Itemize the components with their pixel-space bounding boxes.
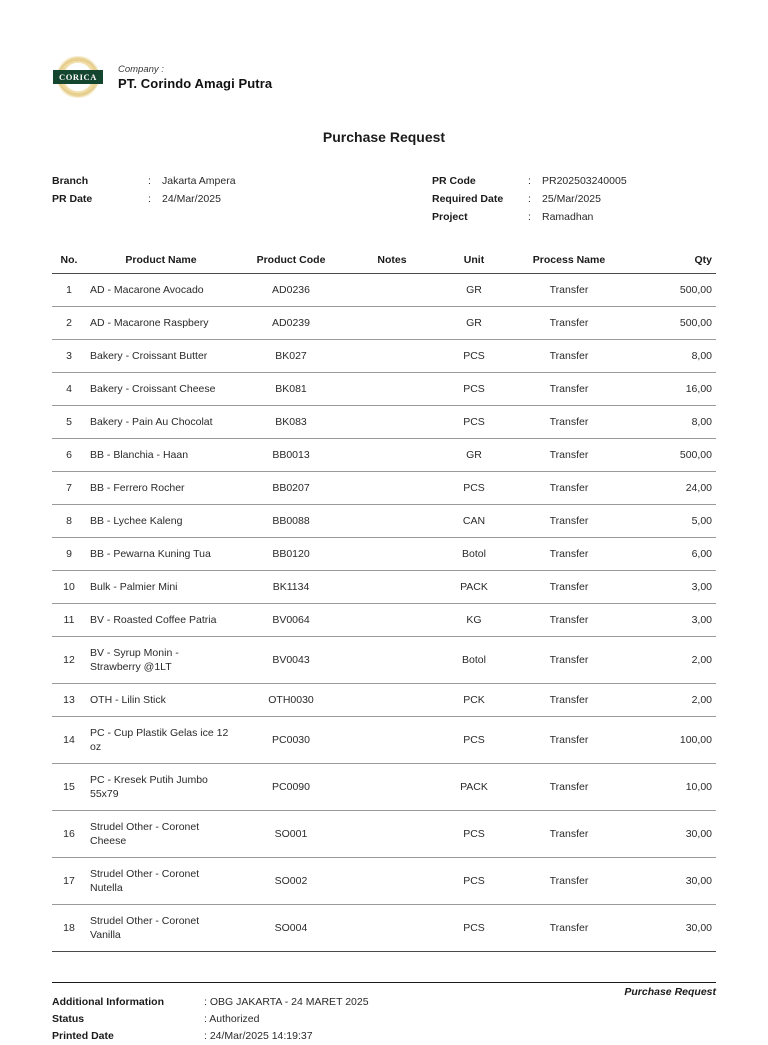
table-row — [52, 637, 716, 684]
table-row — [52, 905, 716, 952]
cell-notes — [346, 340, 438, 373]
cell-no: 13 — [52, 684, 86, 717]
company-header — [52, 0, 716, 98]
cell-notes — [346, 439, 438, 472]
cell-process-name: Transfer — [510, 684, 628, 717]
cell-product-name: AD - Macarone Raspbery — [86, 307, 236, 340]
cell-process-name: Transfer — [510, 340, 628, 373]
cell-process-name: Transfer — [510, 472, 628, 505]
cell-unit: KG — [438, 604, 510, 637]
cell-product-code: BK081 — [236, 373, 346, 406]
cell-qty: 30,00 — [628, 811, 716, 858]
cell-no: 17 — [52, 858, 86, 905]
cell-unit: PACK — [438, 764, 510, 811]
cell-qty: 30,00 — [628, 905, 716, 952]
cell-process-name: Transfer — [510, 571, 628, 604]
cell-process-name: Transfer — [510, 811, 628, 858]
cell-no: 16 — [52, 811, 86, 858]
table-header-row — [52, 250, 716, 274]
table-row — [52, 274, 716, 307]
cell-product-code: OTH0030 — [236, 684, 346, 717]
cell-notes — [346, 604, 438, 637]
cell-qty: 8,00 — [628, 340, 716, 373]
cell-product-code: BB0013 — [236, 439, 346, 472]
cell-unit: Botol — [438, 637, 510, 684]
cell-product-name: PC - Kresek Putih Jumbo 55x79 — [86, 764, 236, 811]
cell-notes — [346, 637, 438, 684]
table-row — [52, 538, 716, 571]
cell-qty: 500,00 — [628, 307, 716, 340]
cell-unit: PCS — [438, 811, 510, 858]
meta-column-left — [52, 172, 432, 226]
cell-qty: 8,00 — [628, 406, 716, 439]
cell-qty: 3,00 — [628, 604, 716, 637]
meta-row-pr-code — [432, 172, 716, 190]
meta-key: PR Code — [432, 175, 476, 187]
table-row — [52, 406, 716, 439]
cell-product-name: Bakery - Croissant Butter — [86, 340, 236, 373]
meta-value: 25/Mar/2025 — [542, 193, 601, 205]
cell-no: 3 — [52, 340, 86, 373]
cell-product-code: BB0120 — [236, 538, 346, 571]
cell-no: 10 — [52, 571, 86, 604]
cell-product-code: BV0043 — [236, 637, 346, 684]
table-row — [52, 684, 716, 717]
cell-unit: PCS — [438, 717, 510, 764]
cell-product-code: BB0207 — [236, 472, 346, 505]
cell-notes — [346, 538, 438, 571]
cell-notes — [346, 717, 438, 764]
cell-process-name: Transfer — [510, 764, 628, 811]
cell-product-code: AD0236 — [236, 274, 346, 307]
cell-process-name: Transfer — [510, 505, 628, 538]
cell-product-code: PC0030 — [236, 717, 346, 764]
meta-key: Required Date — [432, 193, 504, 205]
cell-product-code: SO002 — [236, 858, 346, 905]
cell-qty: 10,00 — [628, 764, 716, 811]
meta-colon: : — [528, 211, 531, 223]
footer-key: Status — [52, 1013, 85, 1025]
cell-product-name: BB - Lychee Kaleng — [86, 505, 236, 538]
cell-product-name: BB - Pewarna Kuning Tua — [86, 538, 236, 571]
cell-process-name: Transfer — [510, 307, 628, 340]
meta-column-right — [432, 172, 716, 226]
cell-no: 6 — [52, 439, 86, 472]
cell-product-code: PC0090 — [236, 764, 346, 811]
meta-value: 24/Mar/2025 — [162, 193, 221, 205]
cell-product-code: BV0064 — [236, 604, 346, 637]
purchase-request-items-table — [52, 250, 716, 952]
meta-key: Project — [432, 211, 468, 223]
table-row — [52, 764, 716, 811]
cell-notes — [346, 505, 438, 538]
cell-qty: 3,00 — [628, 571, 716, 604]
cell-unit: PCK — [438, 684, 510, 717]
header-unit: Unit — [438, 250, 510, 274]
cell-product-code: BK027 — [236, 340, 346, 373]
meta-row-pr-date — [52, 190, 432, 208]
meta-row-branch — [52, 172, 432, 190]
cell-qty: 16,00 — [628, 373, 716, 406]
cell-unit: PACK — [438, 571, 510, 604]
table-row — [52, 858, 716, 905]
cell-product-name: Bakery - Croissant Cheese — [86, 373, 236, 406]
cell-notes — [346, 472, 438, 505]
cell-process-name: Transfer — [510, 373, 628, 406]
cell-product-name: Bakery - Pain Au Chocolat — [86, 406, 236, 439]
footer-information — [52, 994, 716, 1045]
cell-no: 7 — [52, 472, 86, 505]
footer-document-label: Purchase Request — [624, 986, 716, 998]
cell-notes — [346, 571, 438, 604]
header-product-name: Product Name — [86, 250, 236, 274]
cell-notes — [346, 905, 438, 952]
document-meta — [52, 172, 716, 226]
cell-qty: 5,00 — [628, 505, 716, 538]
cell-unit: PCS — [438, 340, 510, 373]
cell-qty: 30,00 — [628, 858, 716, 905]
footer-key: Printed Date — [52, 1030, 114, 1042]
cell-process-name: Transfer — [510, 604, 628, 637]
header-product-code: Product Code — [236, 250, 346, 274]
cell-product-code: AD0239 — [236, 307, 346, 340]
cell-unit: PCS — [438, 905, 510, 952]
cell-product-name: BV - Syrup Monin - Strawberry @1LT — [86, 637, 236, 684]
cell-no: 14 — [52, 717, 86, 764]
header-notes: Notes — [346, 250, 438, 274]
footer-row-printed-date — [52, 1028, 716, 1045]
meta-key: PR Date — [52, 193, 93, 205]
cell-no: 18 — [52, 905, 86, 952]
cell-notes — [346, 274, 438, 307]
cell-unit: PCS — [438, 373, 510, 406]
table-row — [52, 717, 716, 764]
cell-process-name: Transfer — [510, 538, 628, 571]
cell-no: 2 — [52, 307, 86, 340]
page-title: Purchase Request — [322, 129, 446, 145]
cell-product-code: BK1134 — [236, 571, 346, 604]
cell-notes — [346, 858, 438, 905]
logo-band — [53, 70, 103, 83]
cell-product-name: BV - Roasted Coffee Patria — [86, 604, 236, 637]
cell-product-name: Bulk - Palmier Mini — [86, 571, 236, 604]
meta-colon: : — [528, 175, 531, 187]
cell-product-name: Strudel Other - Coronet Nutella — [86, 858, 236, 905]
cell-unit: PCS — [438, 406, 510, 439]
cell-notes — [346, 764, 438, 811]
cell-product-name: PC - Cup Plastik Gelas ice 12 oz — [86, 717, 236, 764]
cell-unit: Botol — [438, 538, 510, 571]
footer-value: : Authorized — [204, 1013, 260, 1025]
company-name: PT. Corindo Amagi Putra — [118, 75, 273, 91]
cell-no: 5 — [52, 406, 86, 439]
meta-value: Ramadhan — [542, 211, 594, 223]
company-text-block — [118, 64, 272, 91]
footer-key: Additional Information — [52, 996, 164, 1008]
meta-colon: : — [148, 193, 151, 205]
cell-no: 1 — [52, 274, 86, 307]
cell-notes — [346, 811, 438, 858]
cell-no: 15 — [52, 764, 86, 811]
cell-product-name: BB - Blanchia - Haan — [86, 439, 236, 472]
cell-notes — [346, 373, 438, 406]
table-head — [52, 250, 716, 274]
cell-product-name: BB - Ferrero Rocher — [86, 472, 236, 505]
cell-process-name: Transfer — [510, 717, 628, 764]
table-row — [52, 439, 716, 472]
table-body — [52, 274, 716, 952]
cell-notes — [346, 406, 438, 439]
cell-product-code: SO004 — [236, 905, 346, 952]
cell-qty: 24,00 — [628, 472, 716, 505]
cell-process-name: Transfer — [510, 406, 628, 439]
table-row — [52, 604, 716, 637]
footer-value: : 24/Mar/2025 14:19:37 — [204, 1030, 313, 1042]
table-row — [52, 307, 716, 340]
cell-qty: 100,00 — [628, 717, 716, 764]
cell-process-name: Transfer — [510, 439, 628, 472]
cell-no: 4 — [52, 373, 86, 406]
cell-product-code: BK083 — [236, 406, 346, 439]
header-no: No. — [52, 250, 86, 274]
cell-product-name: AD - Macarone Avocado — [86, 274, 236, 307]
cell-qty: 2,00 — [628, 637, 716, 684]
cell-qty: 6,00 — [628, 538, 716, 571]
table-row — [52, 571, 716, 604]
cell-product-code: BB0088 — [236, 505, 346, 538]
footer-value: : OBG JAKARTA - 24 MARET 2025 — [204, 996, 369, 1008]
page-footer — [52, 982, 716, 998]
meta-value: Jakarta Ampera — [162, 175, 236, 187]
cell-qty: 500,00 — [628, 439, 716, 472]
table-row — [52, 505, 716, 538]
cell-unit: PCS — [438, 472, 510, 505]
cell-notes — [346, 684, 438, 717]
cell-unit: PCS — [438, 858, 510, 905]
meta-value: PR202503240005 — [542, 175, 627, 187]
cell-process-name: Transfer — [510, 905, 628, 952]
company-label: Company : — [118, 63, 164, 75]
header-process-name: Process Name — [510, 250, 628, 274]
meta-colon: : — [148, 175, 151, 187]
table-row — [52, 340, 716, 373]
cell-unit: GR — [438, 307, 510, 340]
cell-unit: GR — [438, 439, 510, 472]
meta-row-required-date — [432, 190, 716, 208]
cell-unit: CAN — [438, 505, 510, 538]
meta-key: Branch — [52, 175, 89, 187]
cell-product-name: Strudel Other - Coronet Vanilla — [86, 905, 236, 952]
cell-process-name: Transfer — [510, 858, 628, 905]
table-row — [52, 811, 716, 858]
cell-no: 8 — [52, 505, 86, 538]
table-row — [52, 373, 716, 406]
footer-row-status — [52, 1011, 716, 1028]
cell-unit: GR — [438, 274, 510, 307]
cell-qty: 2,00 — [628, 684, 716, 717]
cell-process-name: Transfer — [510, 637, 628, 684]
cell-no: 12 — [52, 637, 86, 684]
cell-process-name: Transfer — [510, 274, 628, 307]
header-qty: Qty — [628, 250, 716, 274]
cell-notes — [346, 307, 438, 340]
meta-row-project — [432, 208, 716, 226]
cell-product-name: OTH - Lilin Stick — [86, 684, 236, 717]
cell-product-code: SO001 — [236, 811, 346, 858]
cell-no: 9 — [52, 538, 86, 571]
cell-no: 11 — [52, 604, 86, 637]
logo-text: CORICA — [58, 71, 98, 82]
table-row — [52, 472, 716, 505]
cell-product-name: Strudel Other - Coronet Cheese — [86, 811, 236, 858]
corica-logo — [52, 56, 104, 98]
meta-colon: : — [528, 193, 531, 205]
cell-qty: 500,00 — [628, 274, 716, 307]
